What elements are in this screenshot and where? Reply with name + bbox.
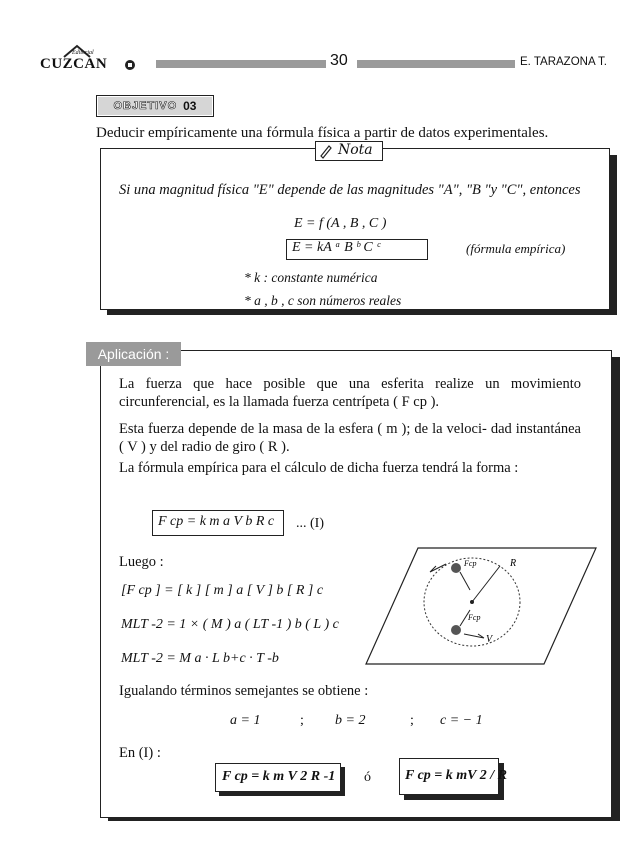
result-1: F cp = k m V 2 R -1	[222, 769, 336, 784]
app-paragraph-3: La fórmula empírica para el cálculo de dicha fuerza tendrá la forma :	[119, 460, 519, 476]
c-value: c = − 1	[440, 713, 483, 728]
publisher-logo	[40, 44, 140, 72]
en-label: En (I) :	[119, 745, 161, 761]
app-formula-ref: ... (I)	[296, 516, 324, 531]
ball-top	[451, 563, 461, 573]
equation-2: MLT -2 = 1 × ( M ) a ( LT -1 ) b ( L ) c	[121, 617, 339, 632]
app-formula: F cp = k m a V b R c	[158, 514, 275, 529]
fcp-label-top: Fcp	[464, 559, 477, 568]
note-bullet-2: * a , b , c son números reales	[244, 293, 402, 308]
logo-mark-icon	[124, 59, 136, 71]
objective-number: 03	[183, 99, 197, 113]
circular-motion-figure	[360, 540, 600, 670]
ball-bottom	[451, 625, 461, 635]
header-bar-right	[357, 60, 515, 68]
page-number: 30	[330, 52, 348, 69]
luego-label: Luego :	[119, 554, 164, 570]
note-formula-2-label: (fórmula empírica)	[466, 241, 566, 256]
radius-label: R	[510, 558, 517, 569]
app-paragraph-1: La fuerza que hace posible que una esferita realize un movimiento circunferencial, es la llamada fuerza centrípeta ( F cp ).	[119, 376, 581, 410]
author-name: E. TARAZONA T.	[520, 56, 607, 68]
or-label: ó	[364, 770, 371, 785]
note-formula-1: E = f (A , B , C )	[294, 216, 387, 231]
note-formula-2: E = kA ᵃ B ᵇ C ᶜ	[292, 240, 380, 255]
note-intro: Si una magnitud física "E" depende de las magnitudes "A", "B "y "C", entonces	[119, 182, 581, 198]
pencil-icon	[318, 143, 334, 159]
igualando-text: Igualando términos semejantes se obtiene :	[119, 683, 369, 699]
objective-text: Deducir empíricamente una fórmula física a partir de datos experimentales.	[96, 125, 549, 141]
table-plane	[366, 548, 596, 664]
note-bullet-1: * k : constante numérica	[244, 270, 378, 285]
separator-2: ;	[410, 713, 414, 728]
separator-1: ;	[300, 713, 304, 728]
app-paragraph-2: Esta fuerza depende de la masa de la esfera ( m ); de la veloci- dad instantánea ( V ) y del radio de giro ( R ).	[119, 421, 581, 455]
fcp-label-bottom: Fcp	[468, 613, 481, 622]
result-2: F cp = k mV 2 / R	[405, 768, 507, 783]
center-dot	[470, 600, 474, 604]
note-tab	[315, 141, 383, 161]
velocity-label: V	[486, 634, 493, 645]
header-bar-left	[156, 60, 326, 68]
a-value: a = 1	[230, 713, 261, 728]
application-tab	[86, 342, 181, 366]
note-tab-label: Nota	[338, 142, 373, 158]
objective-label: OBJETIVO	[113, 100, 178, 112]
equation-1: [F cp ] = [ k ] [ m ] a [ V ] b [ R ] c	[121, 583, 324, 598]
objective-badge	[96, 95, 214, 117]
application-tab-label: Aplicación :	[97, 346, 170, 362]
equation-3: MLT -2 = M a · L b+c · T -b	[121, 651, 279, 666]
b-value: b = 2	[335, 713, 366, 728]
logo-small-text: Editorial	[72, 50, 94, 56]
logo-text: CUZCAN	[40, 56, 108, 72]
